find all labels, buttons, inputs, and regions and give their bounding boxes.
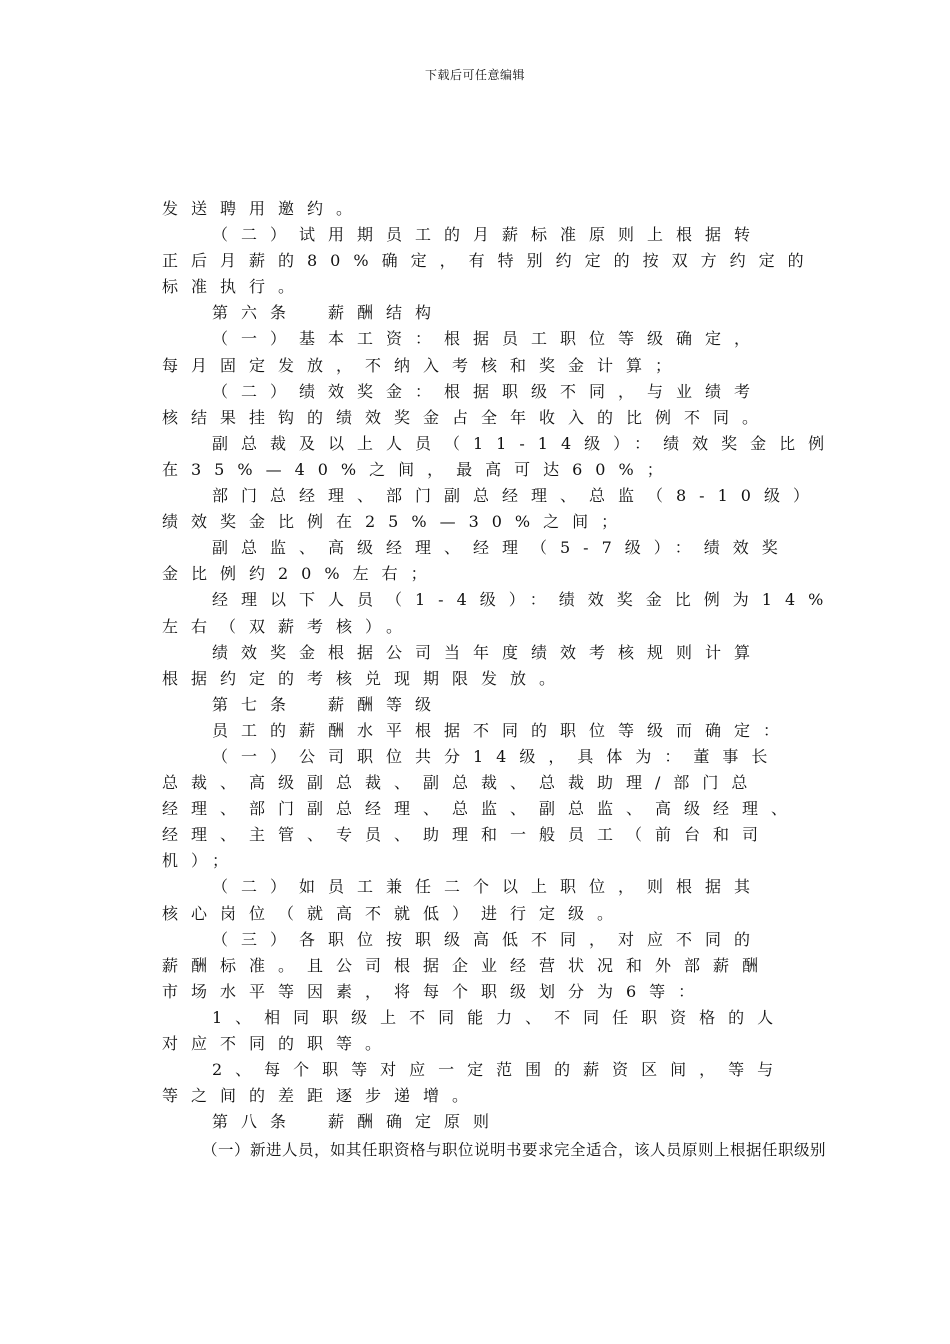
text-line: 左右（双薪考核）。 [162,616,416,636]
text-line: （一）公司职位共分14级，具体为：董事长 [212,746,781,766]
text-line: 市场水平等因素，将每个职级划分为6等： [162,981,708,1001]
text-line-last: （一）新进人员，如其任职资格与职位说明书要求完全适合，该人员原则上根据任职级别 [202,1141,827,1160]
text-line: 在35%—40%之间，最高可达60%； [162,459,676,479]
text-line: 副总监、高级经理、经理（5-7级）：绩效奖 [212,538,791,558]
text-line: 标准执行。 [162,277,308,297]
text-line: 部门总经理、部门副总经理、总监（8-10级） [212,486,822,506]
text-line: （一）基本工资：根据员工职位等级确定， [212,329,764,349]
page-header: 下载后可任意编辑 [424,68,525,82]
text-line: 正后月薪的80%确定，有特别约定的按双方约定的 [162,251,817,271]
text-line: 绩效奖金根据公司当年度绩效考核规则计算 [212,642,764,662]
paragraph-lines [162,196,842,1135]
text-line: 每月固定发放，不纳入考核和奖金计算； [162,355,685,375]
text-line: 等之间的差距逐步递增。 [162,1086,482,1106]
document-body [162,196,842,1163]
text-line: （二）如员工兼任二个以上职位，则根据其 [212,877,764,897]
text-line: 总裁、高级副总裁、副总裁、总裁助理/部门总 [162,773,761,793]
text-line: 核结果挂钩的绩效奖金占全年收入的比例不同。 [162,407,772,427]
text-line: 员工的薪酬水平根据不同的职位等级而确定： [212,720,793,740]
text-line: 2、每个职等对应一定范围的薪资区间，等与 [212,1060,787,1080]
text-line: 绩效奖金比例在25%—30%之间； [162,512,631,532]
text-line: 副总裁及以上人员（11-14级）：绩效奖金比例 [212,433,838,453]
text-line: 第八条 薪酬确定原则 [212,1112,503,1132]
text-line: 经理、主管、专员、助理和一般员工（前台和司 [162,825,772,845]
text-line: （三）各职位按职级高低不同，对应不同的 [212,929,764,949]
text-line: 金比例约20%左右； [162,564,440,584]
text-line: 核心岗位（就高不就低）进行定级。 [162,903,627,923]
text-line: 对应不同的职等。 [162,1034,395,1053]
text-line: （二）试用期员工的月薪标准原则上根据转 [212,225,764,245]
text-line: 机）； [162,851,242,871]
text-line: 第六条 薪酬结构 [212,303,445,323]
text-line: 发送聘用邀约。 [162,199,366,218]
text-line: 经理、部门副总经理、总监、副总监、高级经理、 [162,799,801,819]
text-line: 根据约定的考核兑现期限发放。 [162,668,569,688]
text-line: 薪酬标准。且公司根据企业经营状况和外部薪酬 [162,955,772,975]
text-line: 1、相同职级上不同能力、不同任职资格的人 [212,1007,787,1027]
text-line: （二）绩效奖金：根据职级不同，与业绩考 [212,381,764,401]
text-line: 经理以下人员（1-4级）：绩效奖金比例为14% [212,590,837,610]
text-line: 第七条 薪酬等级 [212,694,445,714]
